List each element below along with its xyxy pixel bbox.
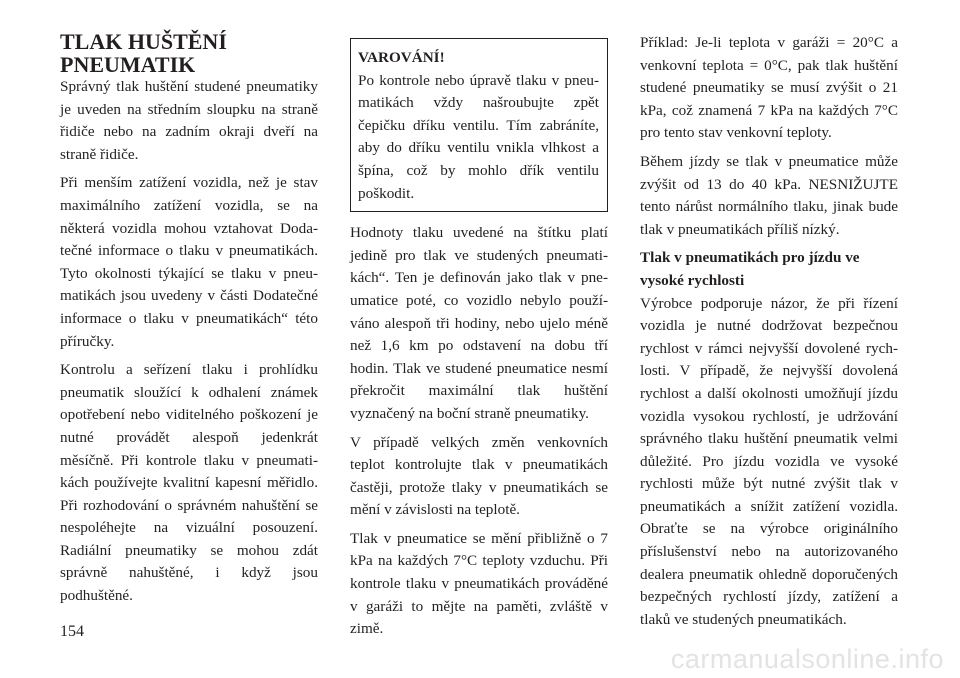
paragraph-temperature-changes: V případě velkých změn venkovních teplot kontrolujte tlak v pneumatikách častěji, protože tlaky v pneumatikách se mění v závislosti na teplotě. [350, 433, 608, 519]
page-number: 154 [60, 623, 84, 640]
subheading-line-2: vysoké rychlosti [640, 271, 745, 289]
section-heading [60, 30, 318, 76]
paragraph-additional-info: Při menším zatížení vozidla, než je stav maximálního zatížení vozidla, se na některá vozidla mohou vztahovat Dodatečné informace o tlaku v pneumatikách. Tyto okolnosti týkající se tlaku v pneumatikách jsou uvedeny v části Dodatečné informace o tlaku v pneumatikách“ této příručky. [60, 174, 318, 350]
warning-box [350, 38, 608, 212]
warning-title: VAROVÁNÍ! [358, 49, 445, 66]
watermark: carmanualsonline.info [670, 644, 944, 674]
right-column [640, 32, 898, 637]
paragraph-cold-tire: Hodnoty tlaku uvedené na štítku platí jedině pro tlak ve studených pneumatikách“. Ten je definován jako tlak v pneumatice poté, co vozidlo nebylo používáno alespoň tři hodiny, nebo ujelo méně než 1,6 km po odstavení na dobu tří hodin. Tlak ve studené pneumatice nesmí překročit maximální tlak huštění vyznačený na boční straně pneumatiky. [350, 224, 608, 422]
paragraph-high-speed: Výrobce podporuje názor, že při řízení vozidla je nutné dodržovat bezpečnou rychlost v rámci nejvyšší dovolené rychlosti. V případě, že nejvyšší dovolená rychlost a další okolnosti umožňují jízdu vozidla vysokou rychlostí, je udržování správného tlaku huštění pneumatik velmi důležité. Pro jízdu vozidla ve vysoké rychlosti může být nutné zvýšit tlak v pneumatikách a snížit zatížení vozidla. Obraťte se na výrobce originálního příslušenství nebo na autorizovaného dealera pneumatik ohledně doporučených bezpečných rychlostí jízdy, zatížení a tlaků ve studených pneumatikách. [640, 294, 898, 628]
warning-text: Po kontrole nebo úpravě tlaku v pneumatikách vždy našroubujte zpět čepičku dříku ventilu. Tím zabráníte, aby do dříku ventilu vnikla vlhkost a špína, což by mohlo dřík ventilu poškodit. [358, 71, 599, 202]
heading-line-1: TLAK HUŠTĚNÍ [60, 29, 227, 54]
paragraph-driving-increase: Během jízdy se tlak v pneumatice může zvýšit od 13 do 40 kPa. NESNIŽUJTE tento nárůst normálního tlaku, jinak bude tlak v pneumatikách příliš nízký. [640, 152, 898, 238]
middle-column [350, 38, 608, 647]
paragraph-pressure-location: Správný tlak huštění studené pneumatiky je uveden na středním sloupku na straně řidiče nebo na zadním okraji dveří na straně řidiče. [60, 78, 318, 163]
paragraph-inspection: Kontrolu a seřízení tlaku i prohlídku pneumatik sloužící k odhalení známek opotřebení nebo viditelného poškození je nutné provádět alespoň jedenkrát měsíčně. Při kontrole tlaku v pneumatikách používejte kvalitní kapesní měřidlo. Při rozhodování o správném nahuštění se nespoléhejte na vizuální posouzení. Radiální pneumatiky se mohou zdát správně nahuštěné, i když jsou podhuštěné. [60, 361, 318, 605]
paragraph-example: Příklad: Je-li teplota v garáži = 20°C a venkovní teplota = 0°C, pak tlak huštění studené pneumatiky se musí zvýšit o 21 kPa, což znamená 7 kPa na každých 7°C pro tento stav venkovní teploty. [640, 34, 898, 142]
left-column [60, 30, 318, 614]
subheading-line-1: Tlak v pneumatikách pro jízdu ve [640, 249, 860, 267]
subheading-high-speed [640, 247, 898, 292]
paragraph-pressure-per-degree: Tlak v pneumatice se mění přibližně o 7 kPa na každých 7°C teploty vzduchu. Při kontrole tlaku v pneumatikách prováděné v garáži to mějte na paměti, zvláště v zimě. [350, 529, 608, 638]
heading-line-2: PNEUMATIK [60, 52, 196, 77]
